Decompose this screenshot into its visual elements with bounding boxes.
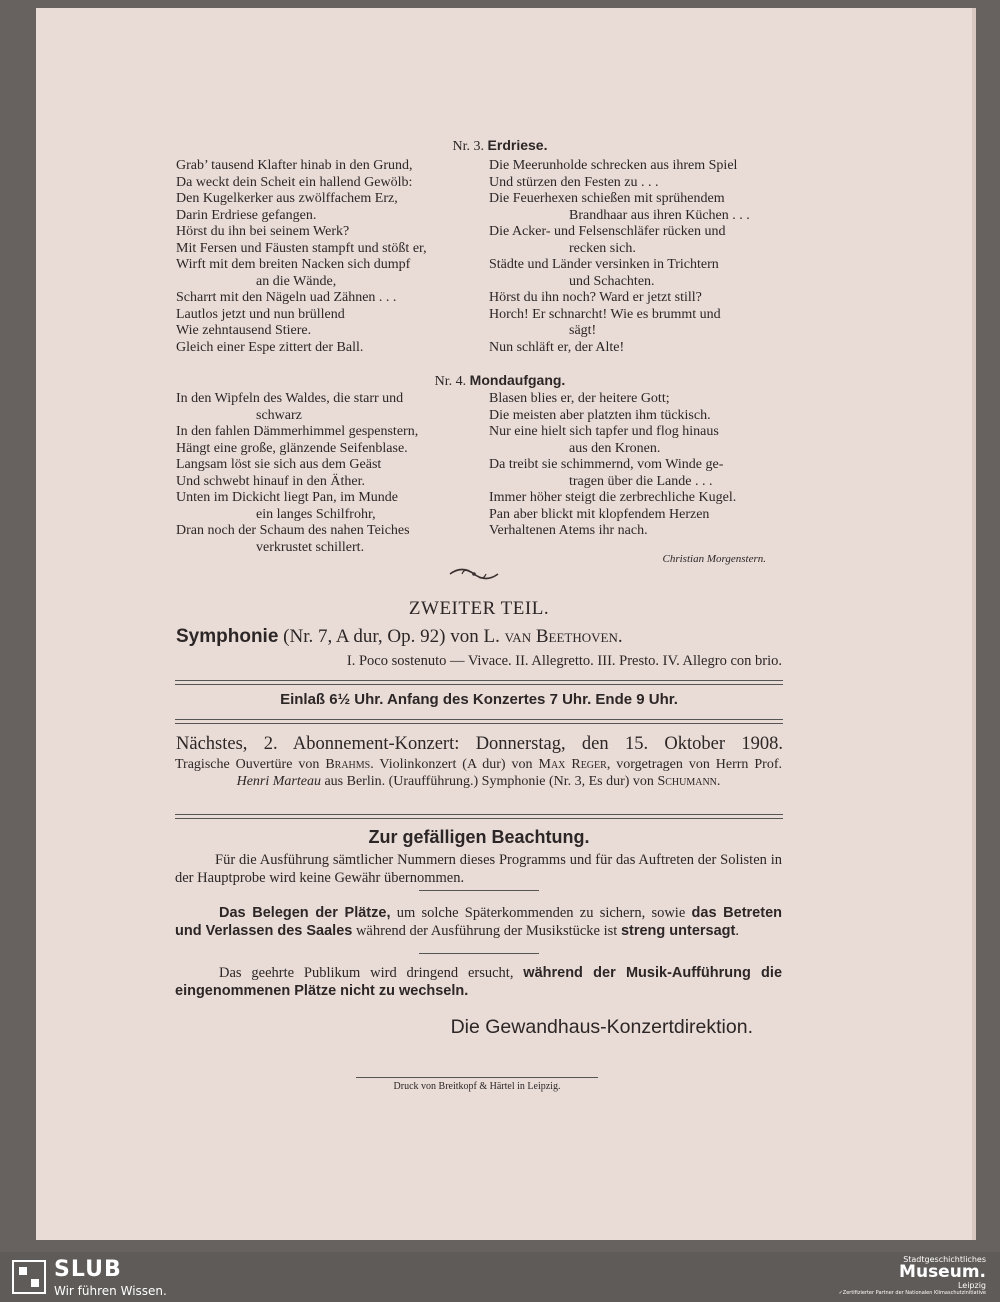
poem-4-title: Mondaufgang.	[469, 372, 566, 388]
notice-text: Das geehrte Publikum wird dringend ersucht,	[219, 965, 524, 981]
poem-4-left-column	[176, 391, 418, 556]
poem-line: Die meisten aber platzten ihm tückisch.	[489, 407, 711, 423]
poem-line: Wirft mit dem breiten Nacken sich dumpf	[176, 257, 411, 272]
program-text: Tragische Ouvertüre von	[175, 757, 326, 772]
poem-3-heading	[0, 137, 1000, 155]
poem-3-number: Nr. 3.	[452, 139, 485, 154]
poem-line: Gleich einer Espe zittert der Ball.	[176, 339, 364, 355]
double-rule	[175, 680, 783, 685]
poem-line: aus den Kronen.	[569, 440, 661, 456]
notice-heading: Zur gefälligen Beachtung.	[368, 827, 590, 847]
poem-line: tragen über die Lande . . .	[569, 473, 713, 489]
museum-logo	[839, 1255, 986, 1296]
notice-paragraph-2	[175, 904, 782, 940]
concert-times: Einlaß 6½ Uhr. Anfang des Konzertes 7 Uhr. Ende 9 Uhr.	[280, 691, 678, 708]
symphony-word: Symphonie	[176, 626, 279, 647]
program-text: aus Berlin. (Uraufführung.) Symphonie (Nr. 3, Es dur) von	[320, 774, 658, 789]
short-rule	[419, 953, 539, 954]
poem-line: Nun schläft er, der Alte!	[489, 339, 625, 355]
poem-line: recken sich.	[569, 240, 636, 256]
short-rule	[419, 890, 539, 891]
poem-line: Langsam löst sie sich aus dem Geäst	[176, 457, 382, 472]
poem-3-title: Erdriese.	[487, 137, 548, 153]
poem-line: Die Meerunholde schrecken aus ihrem Spiel	[489, 158, 738, 173]
poem-line: Lautlos jetzt und nun brüllend	[176, 306, 345, 322]
composer-end: .	[617, 626, 623, 647]
poem-line: Städte und Länder versinken in Trichtern	[489, 257, 719, 272]
poem-line: Die Feuerhexen schießen mit sprühendem	[489, 191, 725, 206]
poem-line: Pan aber blickt mit klopfendem Herzen	[489, 506, 710, 522]
next-concert-program	[175, 756, 782, 790]
program-text: , vorgetragen von Herrn Prof.	[606, 757, 782, 772]
program-text: . Violinkonzert (A dur) von	[370, 757, 539, 772]
notice-text: während der Ausführung der Musikstücke ist	[352, 923, 621, 939]
poem-line: Nur eine hielt sich tapfer und flog hinaus	[489, 424, 719, 439]
double-rule	[175, 719, 783, 724]
poem-line: Brandhaar aus ihren Küchen . . .	[569, 207, 750, 223]
museum-line-3: Leipzig	[957, 1281, 986, 1290]
poem-line: Darin Erdriese gefangen.	[176, 207, 317, 223]
symphony-line	[176, 626, 623, 648]
signature: Die Gewandhaus-Konzertdirektion.	[450, 1016, 753, 1038]
poem-line: Wie zehntausend Stiere.	[176, 323, 312, 338]
poem-line: Da weckt dein Scheit ein hallend Gewölb:	[176, 174, 413, 190]
printer-credit: Druck von Breitkopf & Härtel in Leipzig.	[393, 1081, 561, 1092]
museum-line-4: ✓Zertifizierter Partner der Nationalen Klimaschutzinitiative	[838, 1290, 986, 1296]
slub-logo-icon	[12, 1260, 46, 1294]
page-edge	[972, 8, 976, 1240]
poem-line: Die Acker- und Felsenschläfer rücken und	[489, 224, 726, 239]
poem-line: schwarz	[256, 407, 302, 423]
poem-3-right-column	[489, 158, 750, 356]
composer-prefix: van	[504, 626, 532, 647]
poem-4-right-column	[489, 391, 736, 540]
poem-line: In den fahlen Dämmerhimmel gespenstern,	[176, 424, 419, 439]
soloist-marteau: Henri Marteau	[236, 774, 321, 789]
bold-text: Das Belegen der Plätze,	[219, 905, 391, 921]
composer-name: Beethoven	[535, 626, 618, 647]
poem-line: Den Kugelkerker aus zwölffachem Erz,	[176, 191, 398, 206]
notice-paragraph-3	[175, 964, 782, 1000]
poem-line: Hörst du ihn bei seinem Werk?	[176, 224, 350, 239]
bold-text: das Betreten und Verlassen des Saales	[175, 905, 782, 939]
bold-text: während der Musik-Aufführung die eingenommenen Plätze nicht zu wechseln.	[175, 965, 783, 999]
movements-line: I. Poco sostenuto — Vivace. II. Allegretto. III. Presto. IV. Allegro con brio.	[346, 653, 782, 669]
poem-author: Christian Morgenstern.	[662, 553, 766, 565]
poem-line: und Schachten.	[569, 273, 655, 289]
notice-text: um solche Späterkommenden zu sichern, sowie	[390, 905, 692, 921]
program-text: .	[716, 774, 721, 789]
poem-line: Da treibt sie schimmernd, vom Winde ge-	[489, 457, 724, 472]
bold-text: streng untersagt	[620, 923, 736, 939]
notice-text: .	[735, 923, 739, 939]
poem-line: verkrustet schillert.	[256, 539, 365, 555]
poem-line: Scharrt mit den Nägeln uad Zähnen . . .	[176, 290, 397, 305]
poem-line: sägt!	[569, 323, 597, 338]
poem-line: Blasen blies er, der heitere Gott;	[489, 391, 670, 406]
poem-line: an die Wände,	[256, 273, 337, 289]
poem-line: ein langes Schilfrohr,	[256, 506, 376, 522]
poem-4-heading	[0, 372, 1000, 390]
notice-paragraph-1: Für die Ausführung sämtlicher Nummern dieses Programms und für das Auftreten der Solisten in der Hauptprobe wird keine Gewähr übernommen.	[175, 852, 782, 886]
poem-line: Und stürzen den Festen zu . . .	[489, 174, 659, 190]
footer-bar	[0, 1252, 1000, 1302]
poem-line: Und schwebt hinauf in den Äther.	[176, 473, 365, 489]
poem-line: In den Wipfeln des Waldes, die starr und	[176, 391, 404, 406]
floral-ornament-icon	[448, 566, 500, 582]
double-rule	[175, 814, 783, 819]
poem-line: Dran noch der Schaum des nahen Teiches	[176, 523, 410, 538]
poem-line: Unten im Dickicht liegt Pan, im Munde	[176, 490, 399, 505]
symphony-details: (Nr. 7, A dur, Op. 92) von L.	[283, 626, 500, 647]
composer-schumann: Schumann	[657, 774, 717, 789]
poem-line: Hörst du ihn noch? Ward er jetzt still?	[489, 290, 702, 305]
poem-line: Immer höher steigt die zerbrechliche Kugel.	[489, 490, 737, 505]
poem-line: Hängt eine große, glänzende Seifenblase.	[176, 440, 408, 456]
slub-name: SLUB	[54, 1257, 122, 1282]
part-two-heading: ZWEITER TEIL.	[408, 598, 550, 619]
poem-4-number: Nr. 4.	[434, 374, 467, 389]
poem-line: Verhaltenen Atems ihr nach.	[489, 523, 648, 538]
poem-line: Grab’ tausend Klafter hinab in den Grund,	[176, 158, 413, 173]
museum-line-1: Stadtgeschichtliches	[903, 1255, 986, 1264]
museum-line-2: Museum.	[899, 1262, 986, 1282]
poem-3-left-column	[176, 158, 427, 356]
slub-tagline: Wir führen Wissen.	[54, 1284, 167, 1298]
composer-reger: Max Reger	[538, 757, 607, 772]
next-concert-title: Nächstes, 2. Abonnement-Konzert: Donnerstag, den 15. Oktober 1908.	[176, 734, 783, 754]
printer-rule	[356, 1077, 598, 1078]
composer-brahms: Brahms	[325, 757, 371, 772]
poem-line: Horch! Er schnarcht! Wie es brummt und	[489, 306, 721, 322]
poem-line: Mit Fersen und Fäusten stampft und stößt er,	[176, 240, 427, 256]
